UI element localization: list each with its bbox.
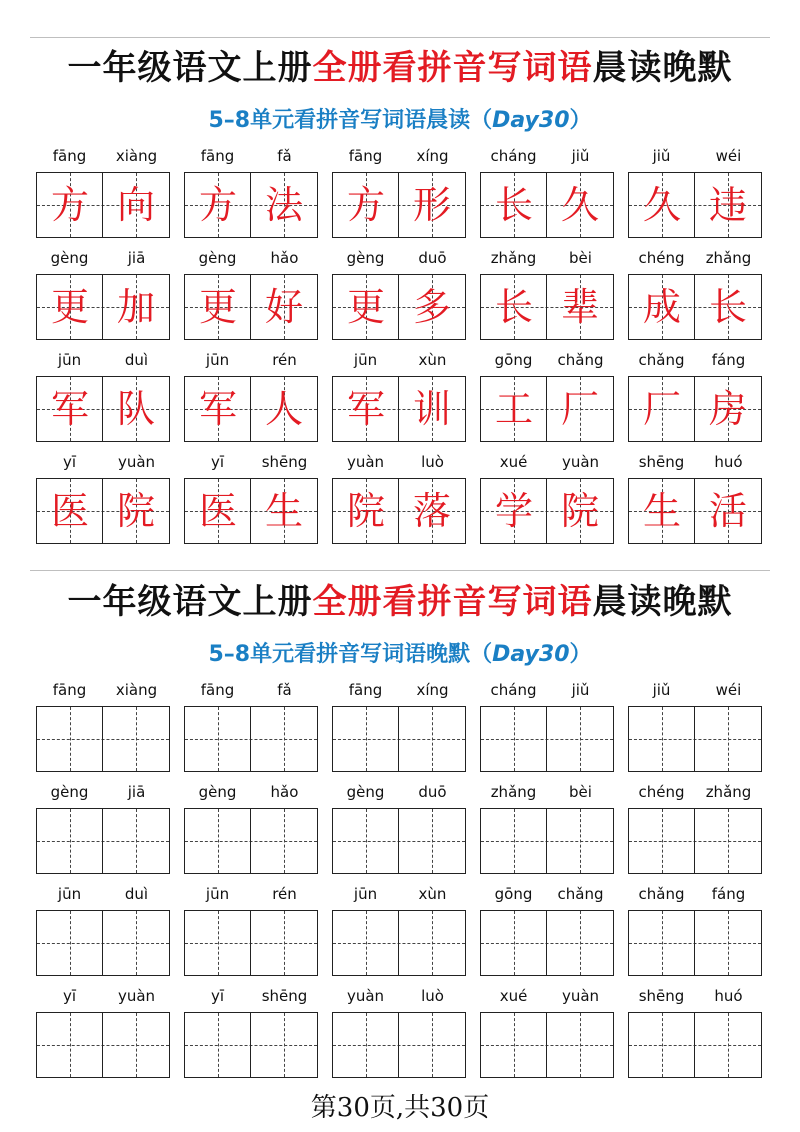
- hanzi-char: 长: [494, 183, 533, 227]
- pinyin-label: jūn: [57, 351, 82, 369]
- word-grid: [36, 142, 766, 533]
- pinyin-label: duō: [418, 249, 447, 267]
- guide-line: [481, 841, 613, 842]
- guide-line: [629, 1045, 761, 1046]
- pinyin-label: chǎng: [638, 351, 685, 369]
- word-cell: [184, 346, 318, 438]
- pinyin-label: shēng: [638, 987, 685, 1005]
- word-cell: [184, 448, 318, 540]
- pinyin-label: xíng: [416, 147, 449, 165]
- word-cell: [480, 676, 614, 768]
- hanzi-char: 厂: [560, 387, 599, 431]
- cell-divider: [398, 1013, 399, 1077]
- tianzige-box: [36, 478, 170, 544]
- pinyin-label: gōng: [494, 351, 533, 369]
- word-cell: [184, 676, 318, 768]
- subtitle-close: ）: [569, 642, 592, 667]
- writing-box[interactable]: [184, 910, 318, 976]
- pinyin-label: luò: [421, 987, 444, 1005]
- tianzige-box: [332, 376, 466, 442]
- word-cell: [36, 982, 170, 1074]
- word-cell: [332, 346, 466, 438]
- word-cell: [332, 880, 466, 972]
- pinyin-label: yī: [62, 987, 77, 1005]
- pinyin-label: hǎo: [270, 783, 299, 801]
- word-cell: [36, 142, 170, 234]
- cell-divider: [398, 911, 399, 975]
- pinyin-label: yuàn: [346, 987, 385, 1005]
- hanzi-char: 活: [708, 489, 747, 533]
- tianzige-box: [184, 478, 318, 544]
- pinyin-label: wéi: [715, 681, 742, 699]
- pinyin-label: jūn: [353, 885, 378, 903]
- cell-divider: [398, 707, 399, 771]
- tianzige-box: [36, 172, 170, 238]
- writing-box[interactable]: [36, 706, 170, 772]
- tianzige-box: [628, 376, 762, 442]
- pinyin-label: luò: [421, 453, 444, 471]
- guide-line: [629, 739, 761, 740]
- tianzige-box: [332, 478, 466, 544]
- pinyin-label: fāng: [200, 147, 235, 165]
- tianzige-box: [628, 172, 762, 238]
- hanzi-char: 更: [198, 285, 237, 329]
- hanzi-char: 学: [494, 489, 533, 533]
- hanzi-char: 生: [642, 489, 681, 533]
- word-cell: [36, 244, 170, 336]
- writing-box[interactable]: [36, 910, 170, 976]
- pinyin-label: yuàn: [117, 987, 156, 1005]
- hanzi-char: 厂: [642, 387, 681, 431]
- word-cell: [480, 778, 614, 870]
- tianzige-box: [332, 172, 466, 238]
- writing-box[interactable]: [480, 910, 614, 976]
- pinyin-label: jiǔ: [652, 147, 671, 165]
- pinyin-label: fǎ: [277, 681, 292, 699]
- word-row: [36, 244, 766, 346]
- tianzige-box: [480, 478, 614, 544]
- pinyin-label: cháng: [490, 147, 537, 165]
- tianzige-box: [184, 376, 318, 442]
- word-cell: [332, 142, 466, 234]
- guide-line: [333, 1045, 465, 1046]
- page-footer: 第30页,共30页: [310, 1093, 490, 1123]
- guide-line: [481, 739, 613, 740]
- writing-box[interactable]: [36, 808, 170, 874]
- word-cell: [480, 346, 614, 438]
- pinyin-label: fāng: [52, 681, 87, 699]
- pinyin-label: bèi: [569, 249, 592, 267]
- hanzi-char: 军: [50, 387, 89, 431]
- pinyin-label: jūn: [57, 885, 82, 903]
- word-cell: [332, 448, 466, 540]
- pinyin-label: chéng: [638, 249, 685, 267]
- section-subtitle: [0, 106, 800, 136]
- cell-divider: [694, 911, 695, 975]
- hanzi-char: 法: [264, 183, 303, 227]
- hanzi-char: 院: [560, 489, 599, 533]
- word-cell: [36, 346, 170, 438]
- title-part2: 全册看拼音写词语: [312, 48, 593, 88]
- pinyin-label: zhǎng: [490, 783, 537, 801]
- page-title: [0, 580, 800, 624]
- hanzi-char: 更: [50, 285, 89, 329]
- word-cell: [332, 778, 466, 870]
- writing-box[interactable]: [332, 1012, 466, 1078]
- pinyin-label: shēng: [261, 453, 308, 471]
- word-cell: [36, 880, 170, 972]
- word-cell: [184, 880, 318, 972]
- pinyin-label: jiǔ: [652, 681, 671, 699]
- guide-line: [481, 1045, 613, 1046]
- pinyin-label: xiàng: [115, 681, 158, 699]
- cell-divider: [102, 707, 103, 771]
- hanzi-char: 院: [346, 489, 385, 533]
- pinyin-label: huó: [714, 987, 743, 1005]
- pinyin-label: yī: [210, 987, 225, 1005]
- hanzi-char: 房: [708, 387, 747, 431]
- cell-divider: [694, 809, 695, 873]
- cell-divider: [250, 809, 251, 873]
- word-cell: [628, 676, 762, 768]
- hanzi-char: 违: [708, 183, 747, 227]
- title-part1: 一年级语文上册: [67, 48, 313, 88]
- cell-divider: [102, 809, 103, 873]
- cell-divider: [546, 809, 547, 873]
- pinyin-label: chǎng: [557, 885, 604, 903]
- writing-box[interactable]: [184, 1012, 318, 1078]
- writing-box[interactable]: [628, 910, 762, 976]
- pinyin-label: gèng: [50, 249, 89, 267]
- pinyin-label: duō: [418, 783, 447, 801]
- hanzi-char: 医: [50, 489, 89, 533]
- writing-box[interactable]: [480, 1012, 614, 1078]
- word-cell: [36, 448, 170, 540]
- pinyin-label: fáng: [711, 885, 746, 903]
- title-part2: 全册看拼音写词语: [312, 582, 593, 622]
- tianzige-box: [480, 274, 614, 340]
- writing-box[interactable]: [332, 706, 466, 772]
- hanzi-char: 加: [116, 285, 155, 329]
- word-row: [36, 346, 766, 448]
- cell-divider: [694, 1013, 695, 1077]
- pinyin-label: duì: [124, 885, 149, 903]
- cell-divider: [546, 1013, 547, 1077]
- pinyin-label: yuàn: [561, 987, 600, 1005]
- pinyin-label: chǎng: [638, 885, 685, 903]
- word-cell: [628, 880, 762, 972]
- tianzige-box: [184, 274, 318, 340]
- pinyin-label: gèng: [50, 783, 89, 801]
- tianzige-box: [36, 376, 170, 442]
- hanzi-char: 向: [116, 183, 155, 227]
- word-cell: [184, 982, 318, 1074]
- writing-box[interactable]: [480, 808, 614, 874]
- word-cell: [628, 142, 762, 234]
- pinyin-label: fáng: [711, 351, 746, 369]
- cell-divider: [250, 1013, 251, 1077]
- word-grid: [36, 676, 766, 1044]
- page-title: [0, 46, 800, 90]
- cell-divider: [250, 911, 251, 975]
- word-cell: [628, 448, 762, 540]
- pinyin-label: huó: [714, 453, 743, 471]
- word-cell: [480, 142, 614, 234]
- hanzi-char: 训: [412, 387, 451, 431]
- writing-box[interactable]: [184, 808, 318, 874]
- pinyin-label: rén: [272, 351, 297, 369]
- guide-line: [37, 841, 169, 842]
- cell-divider: [546, 707, 547, 771]
- word-cell: [628, 346, 762, 438]
- hanzi-char: 方: [346, 183, 385, 227]
- writing-box[interactable]: [628, 808, 762, 874]
- subtitle-day: Day30: [492, 108, 570, 133]
- pinyin-label: jūn: [205, 351, 230, 369]
- word-cell: [332, 982, 466, 1074]
- subtitle-text: 5–8单元看拼音写词语晨读（: [208, 108, 493, 133]
- guide-line: [37, 943, 169, 944]
- pinyin-label: chǎng: [557, 351, 604, 369]
- pinyin-label: fāng: [200, 681, 235, 699]
- tianzige-box: [332, 274, 466, 340]
- guide-line: [333, 943, 465, 944]
- pinyin-label: gèng: [198, 783, 237, 801]
- hanzi-char: 长: [708, 285, 747, 329]
- tianzige-box: [628, 478, 762, 544]
- word-cell: [36, 778, 170, 870]
- hanzi-char: 久: [560, 183, 599, 227]
- hanzi-char: 方: [50, 183, 89, 227]
- word-cell: [184, 142, 318, 234]
- pinyin-label: shēng: [638, 453, 685, 471]
- guide-line: [333, 841, 465, 842]
- subtitle-close: ）: [569, 108, 592, 133]
- pinyin-label: bèi: [569, 783, 592, 801]
- hanzi-char: 军: [346, 387, 385, 431]
- pinyin-label: fǎ: [277, 147, 292, 165]
- pinyin-label: wéi: [715, 147, 742, 165]
- word-row: [36, 778, 766, 880]
- pinyin-label: fāng: [348, 681, 383, 699]
- hanzi-char: 形: [412, 183, 451, 227]
- pinyin-label: hǎo: [270, 249, 299, 267]
- word-row: [36, 880, 766, 982]
- title-part1: 一年级语文上册: [67, 582, 313, 622]
- pinyin-label: duì: [124, 351, 149, 369]
- tianzige-box: [480, 376, 614, 442]
- pinyin-label: zhǎng: [705, 249, 752, 267]
- writing-box[interactable]: [332, 808, 466, 874]
- hanzi-char: 长: [494, 285, 533, 329]
- pinyin-label: xiàng: [115, 147, 158, 165]
- pinyin-label: chéng: [638, 783, 685, 801]
- cell-divider: [546, 911, 547, 975]
- writing-box[interactable]: [480, 706, 614, 772]
- pinyin-label: jiā: [127, 249, 146, 267]
- hanzi-char: 军: [198, 387, 237, 431]
- pinyin-label: fāng: [52, 147, 87, 165]
- word-row: [36, 676, 766, 778]
- tianzige-box: [480, 172, 614, 238]
- cell-divider: [250, 707, 251, 771]
- pinyin-label: yuàn: [117, 453, 156, 471]
- hanzi-char: 队: [116, 387, 155, 431]
- word-row: [36, 982, 766, 1084]
- pinyin-label: gèng: [198, 249, 237, 267]
- word-cell: [184, 778, 318, 870]
- pinyin-label: gèng: [346, 249, 385, 267]
- pinyin-label: xué: [499, 987, 528, 1005]
- pinyin-label: zhǎng: [490, 249, 537, 267]
- tianzige-box: [36, 274, 170, 340]
- guide-line: [37, 739, 169, 740]
- title-part3: 晨读晚默: [592, 48, 733, 88]
- word-cell: [36, 676, 170, 768]
- guide-line: [185, 841, 317, 842]
- guide-line: [185, 1045, 317, 1046]
- word-cell: [628, 244, 762, 336]
- guide-line: [185, 943, 317, 944]
- hanzi-char: 人: [264, 387, 303, 431]
- cell-divider: [398, 809, 399, 873]
- hanzi-char: 成: [642, 285, 681, 329]
- title-part3: 晨读晚默: [592, 582, 733, 622]
- pinyin-label: yī: [210, 453, 225, 471]
- section-subtitle: [0, 640, 800, 670]
- writing-box[interactable]: [36, 1012, 170, 1078]
- writing-box[interactable]: [332, 910, 466, 976]
- section-morning: [0, 38, 800, 533]
- pinyin-label: yuàn: [561, 453, 600, 471]
- word-cell: [184, 244, 318, 336]
- guide-line: [333, 739, 465, 740]
- pinyin-label: yī: [62, 453, 77, 471]
- pinyin-label: jūn: [205, 885, 230, 903]
- word-cell: [332, 676, 466, 768]
- pinyin-label: xíng: [416, 681, 449, 699]
- word-cell: [480, 982, 614, 1074]
- word-cell: [480, 880, 614, 972]
- pinyin-label: rén: [272, 885, 297, 903]
- pinyin-label: jūn: [353, 351, 378, 369]
- tianzige-box: [628, 274, 762, 340]
- word-cell: [332, 244, 466, 336]
- pinyin-label: cháng: [490, 681, 537, 699]
- hanzi-char: 多: [412, 285, 451, 329]
- guide-line: [481, 943, 613, 944]
- cell-divider: [102, 1013, 103, 1077]
- pinyin-label: shēng: [261, 987, 308, 1005]
- writing-box[interactable]: [184, 706, 318, 772]
- hanzi-char: 更: [346, 285, 385, 329]
- word-cell: [480, 448, 614, 540]
- word-cell: [628, 982, 762, 1074]
- guide-line: [629, 841, 761, 842]
- hanzi-char: 工: [494, 387, 533, 431]
- pinyin-label: gōng: [494, 885, 533, 903]
- hanzi-char: 辈: [560, 285, 599, 329]
- hanzi-char: 久: [642, 183, 681, 227]
- cell-divider: [694, 707, 695, 771]
- guide-line: [185, 739, 317, 740]
- subtitle-day: Day30: [492, 642, 570, 667]
- word-row: [36, 448, 766, 550]
- pinyin-label: gèng: [346, 783, 385, 801]
- section-evening: [0, 572, 800, 1092]
- pinyin-label: zhǎng: [705, 783, 752, 801]
- writing-box[interactable]: [628, 1012, 762, 1078]
- word-cell: [628, 778, 762, 870]
- word-row: [36, 142, 766, 244]
- subtitle-text: 5–8单元看拼音写词语晚默（: [208, 642, 493, 667]
- pinyin-label: jiǔ: [571, 681, 590, 699]
- word-cell: [480, 244, 614, 336]
- hanzi-char: 方: [198, 183, 237, 227]
- writing-box[interactable]: [628, 706, 762, 772]
- guide-line: [629, 943, 761, 944]
- pinyin-label: xué: [499, 453, 528, 471]
- pinyin-label: jiā: [127, 783, 146, 801]
- guide-line: [37, 1045, 169, 1046]
- pinyin-label: fāng: [348, 147, 383, 165]
- pinyin-label: xùn: [418, 885, 447, 903]
- tianzige-box: [184, 172, 318, 238]
- pinyin-label: yuàn: [346, 453, 385, 471]
- pinyin-label: jiǔ: [571, 147, 590, 165]
- middle-rule: [30, 570, 770, 571]
- hanzi-char: 好: [264, 285, 303, 329]
- pinyin-label: xùn: [418, 351, 447, 369]
- cell-divider: [102, 911, 103, 975]
- hanzi-char: 生: [264, 489, 303, 533]
- hanzi-char: 医: [198, 489, 237, 533]
- hanzi-char: 落: [412, 489, 451, 533]
- hanzi-char: 院: [116, 489, 155, 533]
